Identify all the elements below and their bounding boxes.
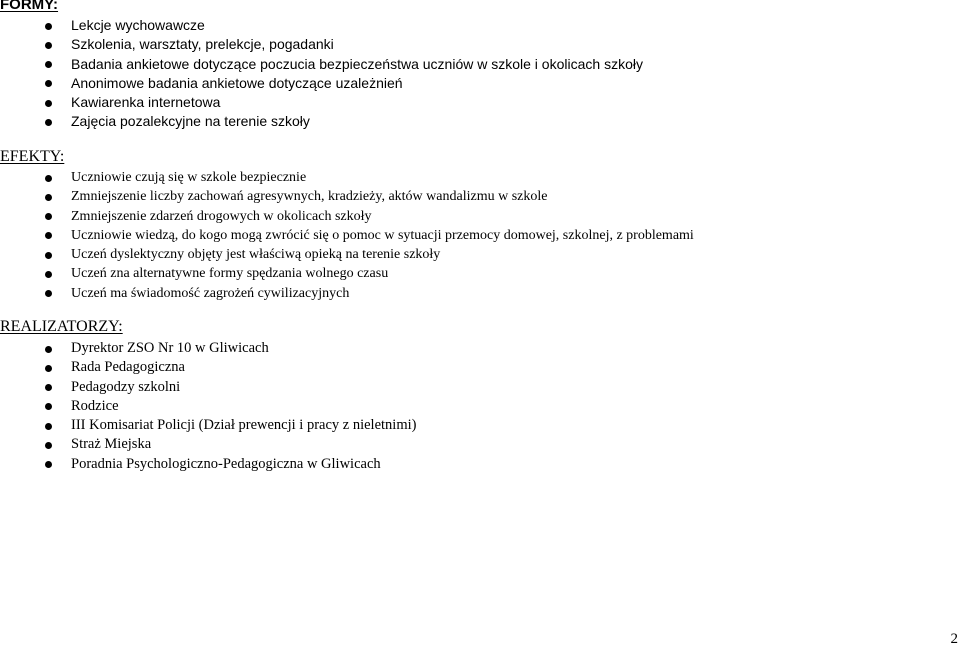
list-item	[0, 245, 694, 264]
list-item	[0, 358, 416, 377]
realizatorzy-list	[0, 339, 416, 474]
list-item-text: Pedagodzy szkolni	[71, 378, 181, 395]
bullet-icon	[45, 271, 52, 278]
formy-list	[0, 16, 643, 132]
list-item-text: Anonimowe badania ankietowe dotyczące uzależnień	[71, 74, 403, 91]
list-item-text: Straż Miejska	[71, 436, 152, 453]
list-item-text: Poradnia Psychologiczno-Pedagogiczna w Gliwicach	[71, 455, 381, 472]
list-item	[0, 378, 416, 397]
list-item-text: Zajęcia pozalekcyjne na terenie szkoły	[71, 113, 310, 130]
list-item	[0, 435, 416, 454]
bullet-icon	[45, 100, 52, 107]
list-item	[0, 187, 694, 206]
bullet-icon	[45, 80, 52, 87]
section-title-formy: FORMY:	[0, 0, 59, 13]
list-item	[0, 93, 643, 112]
bullet-icon	[45, 442, 52, 449]
bullet-icon	[45, 423, 52, 430]
list-item	[0, 264, 694, 283]
bullet-icon	[45, 461, 52, 468]
list-item-text: Rada Pedagogiczna	[71, 359, 185, 376]
bullet-icon	[45, 346, 52, 353]
bullet-icon	[45, 252, 52, 259]
bullet-icon	[45, 213, 52, 220]
bullet-icon	[45, 403, 52, 410]
list-item	[0, 416, 416, 435]
list-item	[0, 226, 694, 245]
list-item	[0, 207, 694, 226]
bullet-icon	[45, 175, 52, 182]
bullet-icon	[45, 384, 52, 391]
list-item-text: Dyrektor ZSO Nr 10 w Gliwicach	[71, 340, 269, 356]
list-item-text: Lekcje wychowawcze	[71, 17, 205, 33]
list-item	[0, 16, 643, 35]
bullet-icon	[45, 119, 52, 126]
list-item	[0, 168, 694, 187]
list-item	[0, 74, 643, 93]
list-item-text: Kawiarenka internetowa	[71, 94, 221, 111]
bullet-icon	[45, 194, 52, 201]
list-item-text: Uczeń dyslektyczny objęty jest właściwą opieką na terenie szkoły	[71, 247, 441, 263]
list-item	[0, 455, 416, 474]
list-item-text: Zmniejszenie liczby zachowań agresywnych, kradzieży, aktów wandalizmu w szkole	[71, 189, 548, 205]
list-item-text: Badania ankietowe dotyczące poczucia bezpieczeństwa uczniów w szkole i okolicach szkoły	[71, 55, 643, 72]
list-item	[0, 55, 643, 74]
bullet-icon	[45, 61, 52, 68]
efekty-list	[0, 168, 694, 303]
list-item-text: Uczeń ma świadomość zagrożeń cywilizacyjnych	[71, 285, 350, 301]
bullet-icon	[45, 232, 52, 239]
bullet-icon	[45, 23, 52, 30]
list-item	[0, 397, 416, 416]
list-item-text: Zmniejszenie zdarzeń drogowych w okolicach szkoły	[71, 208, 372, 224]
list-item-text: Rodzice	[71, 397, 119, 414]
list-item-text: Szkolenia, warsztaty, prelekcje, pogadanki	[71, 36, 334, 53]
list-item	[0, 35, 643, 54]
bullet-icon	[45, 365, 52, 372]
section-title-realizatorzy: REALIZATORZY:	[0, 318, 123, 335]
page-number: 2	[950, 631, 958, 647]
list-item	[0, 112, 643, 131]
list-item-text: Uczniowie czują się w szkole bezpiecznie	[71, 170, 307, 185]
list-item	[0, 339, 416, 358]
bullet-icon	[45, 42, 52, 49]
list-item	[0, 284, 694, 303]
bullet-icon	[45, 290, 52, 297]
list-item-text: III Komisariat Policji (Dział prewencji i pracy z nieletnimi)	[71, 417, 417, 434]
list-item-text: Uczniowie wiedzą, do kogo mogą zwrócić się o pomoc w sytuacji przemocy domowej, szkolnej, z problemami	[71, 227, 694, 243]
section-title-efekty: EFEKTY:	[0, 148, 65, 165]
list-item-text: Uczeń zna alternatywne formy spędzania wolnego czasu	[71, 266, 389, 282]
